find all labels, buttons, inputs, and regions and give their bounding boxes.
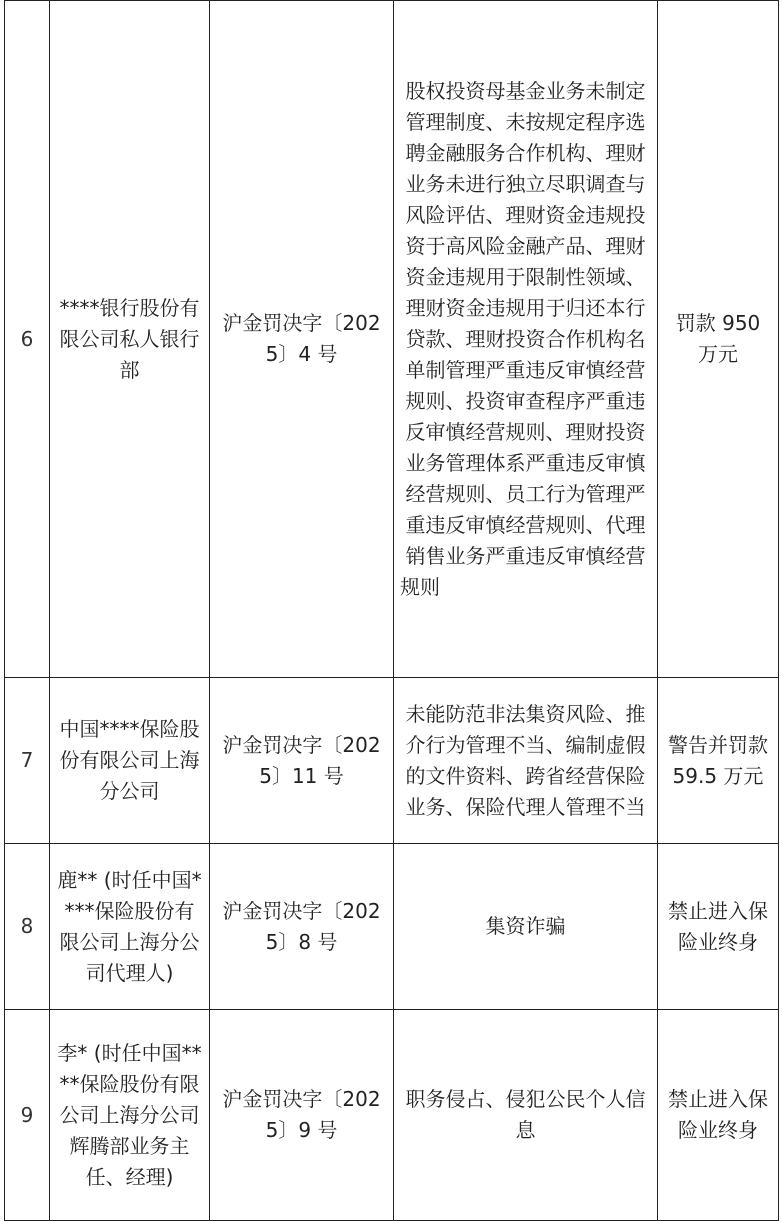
decision-number: 沪金罚决字〔2025〕11 号 [210,678,394,844]
violation-facts: 股权投资母基金业务未制定管理制度、未按规定程序选聘金融服务合作机构、理财业务未进行独立尽职调查与风险评估、理财资金违规投资于高风险金融产品、理财资金违规用于限制性领域、理财资金违规用于归还本行贷款、理财投资合作机构名单制管理严重违反审慎经营规则、投资审查程序严重违反审慎经营规则、理财投资业务管理体系严重违反审慎经营规则、员工行为管理严重违反审慎经营规则、代理销售业务严重违反审慎经营规则 [394,1,658,678]
decision-number: 沪金罚决字〔2025〕8 号 [210,844,394,1010]
violation-facts: 集资诈骗 [394,844,658,1010]
table-row [5,1,779,678]
penalty-content: 罚款 950 万元 [658,1,779,678]
penalty-content: 警告并罚款 59.5 万元 [658,678,779,844]
row-number: 8 [5,844,50,1010]
party-name: 李* (时任中国****保险股份有限公司上海分公司辉腾部业务主任、经理) [50,1010,210,1221]
row-number: 6 [5,1,50,678]
table-row [5,844,779,1010]
decision-number: 沪金罚决字〔2025〕4 号 [210,1,394,678]
party-name: ****银行股份有限公司私人银行部 [50,1,210,678]
decision-number: 沪金罚决字〔2025〕9 号 [210,1010,394,1221]
penalty-content: 禁止进入保险业终身 [658,1010,779,1221]
penalty-content: 禁止进入保险业终身 [658,844,779,1010]
table-row [5,1010,779,1221]
party-name: 中国****保险股份有限公司上海分公司 [50,678,210,844]
penalty-table [4,0,779,1221]
row-number: 7 [5,678,50,844]
violation-facts: 职务侵占、侵犯公民个人信息 [394,1010,658,1221]
violation-facts: 未能防范非法集资风险、推介行为管理不当、编制虚假的文件资料、跨省经营保险业务、保险代理人管理不当 [394,678,658,844]
row-number: 9 [5,1010,50,1221]
party-name: 鹿** (时任中国****保险股份有限公司上海分公司代理人) [50,844,210,1010]
table-row [5,678,779,844]
